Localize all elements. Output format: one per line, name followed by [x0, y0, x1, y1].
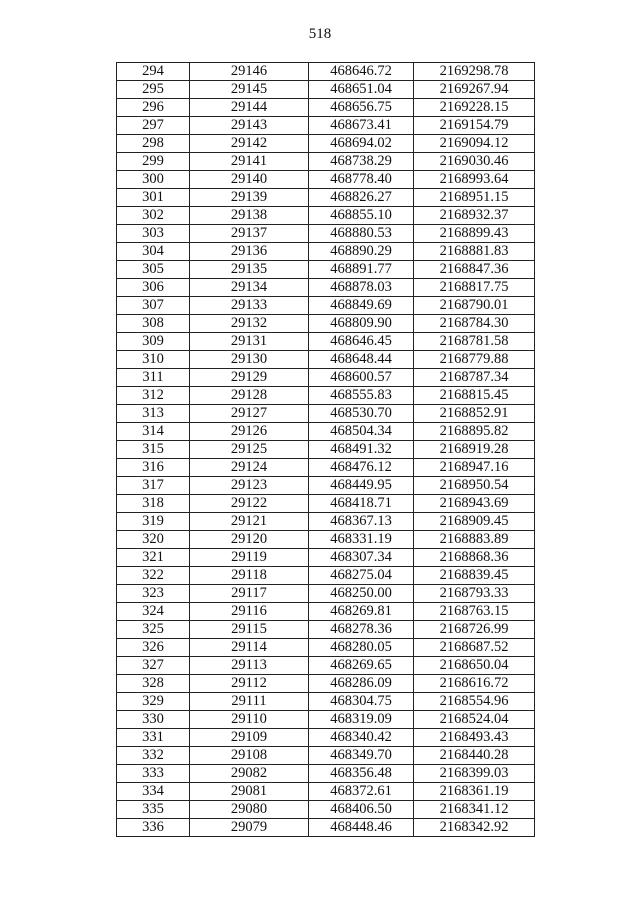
row-number-cell: 328 [117, 675, 190, 693]
row-number-cell: 305 [117, 261, 190, 279]
point-id-cell: 29120 [190, 531, 309, 549]
x-coordinate-cell: 468673.41 [309, 117, 414, 135]
point-id-cell: 29116 [190, 603, 309, 621]
x-coordinate-cell: 468656.75 [309, 99, 414, 117]
x-coordinate-cell: 468331.19 [309, 531, 414, 549]
table-row [117, 693, 535, 711]
table-row [117, 171, 535, 189]
table-row [117, 243, 535, 261]
point-id-cell: 29129 [190, 369, 309, 387]
point-id-cell: 29079 [190, 819, 309, 837]
table-row [117, 729, 535, 747]
row-number-cell: 301 [117, 189, 190, 207]
row-number-cell: 336 [117, 819, 190, 837]
row-number-cell: 325 [117, 621, 190, 639]
y-coordinate-cell: 2168793.33 [414, 585, 535, 603]
row-number-cell: 295 [117, 81, 190, 99]
row-number-cell: 312 [117, 387, 190, 405]
row-number-cell: 309 [117, 333, 190, 351]
page-number: 518 [308, 26, 332, 42]
row-number-cell: 329 [117, 693, 190, 711]
table-row [117, 585, 535, 603]
row-number-cell: 296 [117, 99, 190, 117]
table-row [117, 747, 535, 765]
y-coordinate-cell: 2169154.79 [414, 117, 535, 135]
point-id-cell: 29121 [190, 513, 309, 531]
point-id-cell: 29135 [190, 261, 309, 279]
row-number-cell: 330 [117, 711, 190, 729]
point-id-cell: 29118 [190, 567, 309, 585]
x-coordinate-cell: 468648.44 [309, 351, 414, 369]
point-id-cell: 29137 [190, 225, 309, 243]
table-row [117, 387, 535, 405]
table-row [117, 549, 535, 567]
x-coordinate-cell: 468646.45 [309, 333, 414, 351]
y-coordinate-cell: 2168951.15 [414, 189, 535, 207]
row-number-cell: 300 [117, 171, 190, 189]
y-coordinate-cell: 2168895.82 [414, 423, 535, 441]
table-row [117, 621, 535, 639]
point-id-cell: 29082 [190, 765, 309, 783]
point-id-cell: 29138 [190, 207, 309, 225]
x-coordinate-cell: 468878.03 [309, 279, 414, 297]
table-row [117, 225, 535, 243]
table-row [117, 297, 535, 315]
point-id-cell: 29122 [190, 495, 309, 513]
y-coordinate-cell: 2168815.45 [414, 387, 535, 405]
point-id-cell: 29136 [190, 243, 309, 261]
table-row [117, 153, 535, 171]
x-coordinate-cell: 468418.71 [309, 495, 414, 513]
table-row [117, 63, 535, 81]
y-coordinate-cell: 2168790.01 [414, 297, 535, 315]
y-coordinate-cell: 2168763.15 [414, 603, 535, 621]
y-coordinate-cell: 2168779.88 [414, 351, 535, 369]
point-id-cell: 29119 [190, 549, 309, 567]
row-number-cell: 302 [117, 207, 190, 225]
y-coordinate-cell: 2168839.45 [414, 567, 535, 585]
x-coordinate-cell: 468372.61 [309, 783, 414, 801]
x-coordinate-cell: 468600.57 [309, 369, 414, 387]
y-coordinate-cell: 2168883.89 [414, 531, 535, 549]
table-row [117, 441, 535, 459]
x-coordinate-cell: 468340.42 [309, 729, 414, 747]
x-coordinate-cell: 468286.09 [309, 675, 414, 693]
y-coordinate-cell: 2168650.04 [414, 657, 535, 675]
y-coordinate-cell: 2169267.94 [414, 81, 535, 99]
row-number-cell: 313 [117, 405, 190, 423]
table-row [117, 567, 535, 585]
point-id-cell: 29114 [190, 639, 309, 657]
x-coordinate-cell: 468250.00 [309, 585, 414, 603]
table-row [117, 765, 535, 783]
x-coordinate-cell: 468890.29 [309, 243, 414, 261]
y-coordinate-cell: 2168554.96 [414, 693, 535, 711]
y-coordinate-cell: 2168993.64 [414, 171, 535, 189]
point-id-cell: 29115 [190, 621, 309, 639]
y-coordinate-cell: 2168781.58 [414, 333, 535, 351]
table-row [117, 315, 535, 333]
y-coordinate-cell: 2169228.15 [414, 99, 535, 117]
table-row [117, 207, 535, 225]
row-number-cell: 326 [117, 639, 190, 657]
x-coordinate-cell: 468356.48 [309, 765, 414, 783]
point-id-cell: 29108 [190, 747, 309, 765]
table-row [117, 531, 535, 549]
table-row [117, 477, 535, 495]
x-coordinate-cell: 468406.50 [309, 801, 414, 819]
x-coordinate-cell: 468651.04 [309, 81, 414, 99]
table-row [117, 711, 535, 729]
y-coordinate-cell: 2168881.83 [414, 243, 535, 261]
point-id-cell: 29113 [190, 657, 309, 675]
row-number-cell: 331 [117, 729, 190, 747]
point-id-cell: 29141 [190, 153, 309, 171]
row-number-cell: 299 [117, 153, 190, 171]
x-coordinate-cell: 468448.46 [309, 819, 414, 837]
point-id-cell: 29145 [190, 81, 309, 99]
table-row [117, 117, 535, 135]
x-coordinate-cell: 468491.32 [309, 441, 414, 459]
point-id-cell: 29143 [190, 117, 309, 135]
row-number-cell: 335 [117, 801, 190, 819]
x-coordinate-cell: 468504.34 [309, 423, 414, 441]
table-row [117, 513, 535, 531]
table-row [117, 423, 535, 441]
table-row [117, 405, 535, 423]
row-number-cell: 327 [117, 657, 190, 675]
point-id-cell: 29144 [190, 99, 309, 117]
point-id-cell: 29123 [190, 477, 309, 495]
x-coordinate-cell: 468530.70 [309, 405, 414, 423]
table-row [117, 657, 535, 675]
y-coordinate-cell: 2168361.19 [414, 783, 535, 801]
x-coordinate-cell: 468280.05 [309, 639, 414, 657]
table-row [117, 603, 535, 621]
x-coordinate-cell: 468694.02 [309, 135, 414, 153]
x-coordinate-cell: 468849.69 [309, 297, 414, 315]
row-number-cell: 310 [117, 351, 190, 369]
table-row [117, 675, 535, 693]
point-id-cell: 29109 [190, 729, 309, 747]
point-id-cell: 29080 [190, 801, 309, 819]
row-number-cell: 303 [117, 225, 190, 243]
row-number-cell: 324 [117, 603, 190, 621]
row-number-cell: 319 [117, 513, 190, 531]
point-id-cell: 29117 [190, 585, 309, 603]
x-coordinate-cell: 468476.12 [309, 459, 414, 477]
row-number-cell: 321 [117, 549, 190, 567]
row-number-cell: 308 [117, 315, 190, 333]
coordinates-table [116, 62, 535, 837]
row-number-cell: 334 [117, 783, 190, 801]
table-row [117, 279, 535, 297]
y-coordinate-cell: 2168943.69 [414, 495, 535, 513]
x-coordinate-cell: 468269.65 [309, 657, 414, 675]
row-number-cell: 315 [117, 441, 190, 459]
y-coordinate-cell: 2168726.99 [414, 621, 535, 639]
table-row [117, 351, 535, 369]
y-coordinate-cell: 2168950.54 [414, 477, 535, 495]
row-number-cell: 332 [117, 747, 190, 765]
point-id-cell: 29110 [190, 711, 309, 729]
x-coordinate-cell: 468307.34 [309, 549, 414, 567]
point-id-cell: 29131 [190, 333, 309, 351]
table-row [117, 99, 535, 117]
row-number-cell: 333 [117, 765, 190, 783]
y-coordinate-cell: 2168909.45 [414, 513, 535, 531]
table-row [117, 189, 535, 207]
row-number-cell: 320 [117, 531, 190, 549]
row-number-cell: 306 [117, 279, 190, 297]
x-coordinate-cell: 468809.90 [309, 315, 414, 333]
y-coordinate-cell: 2168868.36 [414, 549, 535, 567]
y-coordinate-cell: 2168341.12 [414, 801, 535, 819]
coordinates-table-body [117, 63, 535, 837]
point-id-cell: 29142 [190, 135, 309, 153]
y-coordinate-cell: 2168899.43 [414, 225, 535, 243]
y-coordinate-cell: 2168440.28 [414, 747, 535, 765]
point-id-cell: 29081 [190, 783, 309, 801]
x-coordinate-cell: 468891.77 [309, 261, 414, 279]
x-coordinate-cell: 468367.13 [309, 513, 414, 531]
table-row [117, 459, 535, 477]
y-coordinate-cell: 2168919.28 [414, 441, 535, 459]
y-coordinate-cell: 2169094.12 [414, 135, 535, 153]
table-row [117, 783, 535, 801]
row-number-cell: 316 [117, 459, 190, 477]
point-id-cell: 29124 [190, 459, 309, 477]
row-number-cell: 304 [117, 243, 190, 261]
row-number-cell: 323 [117, 585, 190, 603]
point-id-cell: 29133 [190, 297, 309, 315]
y-coordinate-cell: 2168616.72 [414, 675, 535, 693]
row-number-cell: 318 [117, 495, 190, 513]
point-id-cell: 29128 [190, 387, 309, 405]
x-coordinate-cell: 468855.10 [309, 207, 414, 225]
point-id-cell: 29134 [190, 279, 309, 297]
x-coordinate-cell: 468275.04 [309, 567, 414, 585]
table-row [117, 81, 535, 99]
x-coordinate-cell: 468778.40 [309, 171, 414, 189]
y-coordinate-cell: 2168852.91 [414, 405, 535, 423]
point-id-cell: 29111 [190, 693, 309, 711]
y-coordinate-cell: 2168787.34 [414, 369, 535, 387]
row-number-cell: 294 [117, 63, 190, 81]
y-coordinate-cell: 2168947.16 [414, 459, 535, 477]
table-row [117, 639, 535, 657]
table-row [117, 801, 535, 819]
y-coordinate-cell: 2168493.43 [414, 729, 535, 747]
point-id-cell: 29130 [190, 351, 309, 369]
point-id-cell: 29127 [190, 405, 309, 423]
table-row [117, 135, 535, 153]
table-row [117, 261, 535, 279]
point-id-cell: 29112 [190, 675, 309, 693]
x-coordinate-cell: 468269.81 [309, 603, 414, 621]
point-id-cell: 29139 [190, 189, 309, 207]
table-row [117, 369, 535, 387]
y-coordinate-cell: 2168784.30 [414, 315, 535, 333]
y-coordinate-cell: 2168524.04 [414, 711, 535, 729]
x-coordinate-cell: 468826.27 [309, 189, 414, 207]
x-coordinate-cell: 468304.75 [309, 693, 414, 711]
row-number-cell: 317 [117, 477, 190, 495]
point-id-cell: 29126 [190, 423, 309, 441]
y-coordinate-cell: 2168932.37 [414, 207, 535, 225]
point-id-cell: 29132 [190, 315, 309, 333]
y-coordinate-cell: 2169030.46 [414, 153, 535, 171]
table-row [117, 819, 535, 837]
y-coordinate-cell: 2168342.92 [414, 819, 535, 837]
row-number-cell: 298 [117, 135, 190, 153]
table-row [117, 495, 535, 513]
x-coordinate-cell: 468880.53 [309, 225, 414, 243]
x-coordinate-cell: 468319.09 [309, 711, 414, 729]
x-coordinate-cell: 468646.72 [309, 63, 414, 81]
y-coordinate-cell: 2168817.75 [414, 279, 535, 297]
row-number-cell: 297 [117, 117, 190, 135]
x-coordinate-cell: 468278.36 [309, 621, 414, 639]
x-coordinate-cell: 468555.83 [309, 387, 414, 405]
row-number-cell: 322 [117, 567, 190, 585]
y-coordinate-cell: 2168847.36 [414, 261, 535, 279]
y-coordinate-cell: 2168399.03 [414, 765, 535, 783]
row-number-cell: 307 [117, 297, 190, 315]
row-number-cell: 314 [117, 423, 190, 441]
point-id-cell: 29146 [190, 63, 309, 81]
table-row [117, 333, 535, 351]
x-coordinate-cell: 468738.29 [309, 153, 414, 171]
y-coordinate-cell: 2168687.52 [414, 639, 535, 657]
y-coordinate-cell: 2169298.78 [414, 63, 535, 81]
x-coordinate-cell: 468449.95 [309, 477, 414, 495]
x-coordinate-cell: 468349.70 [309, 747, 414, 765]
point-id-cell: 29140 [190, 171, 309, 189]
row-number-cell: 311 [117, 369, 190, 387]
point-id-cell: 29125 [190, 441, 309, 459]
